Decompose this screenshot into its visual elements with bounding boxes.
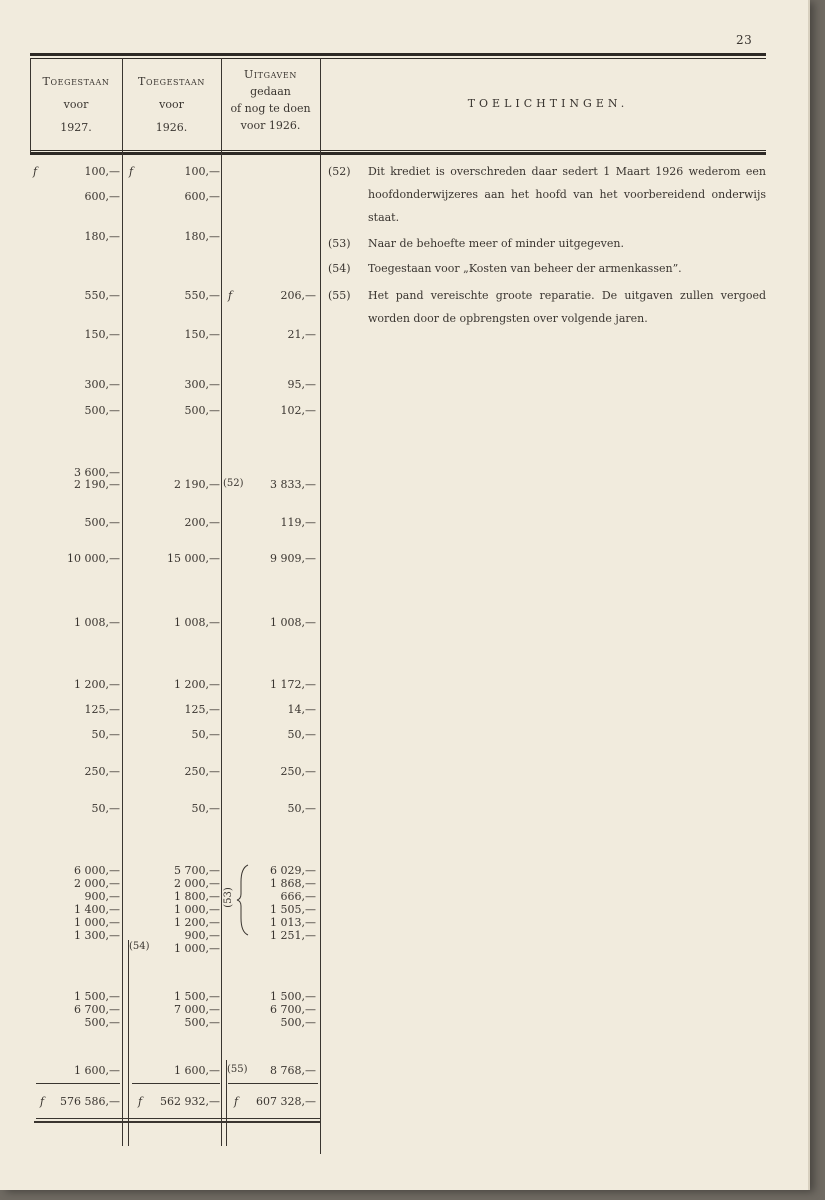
amount-uitgaven-1926: 666,— xyxy=(280,890,316,903)
header-title: Toegestaan xyxy=(42,75,110,88)
amount-toegestaan-1926: 200,— xyxy=(184,516,220,529)
total-toegestaan-1927: 576 586,— xyxy=(60,1095,120,1108)
amount-toegestaan-1927: 3 600,— xyxy=(74,466,120,479)
amount-toegestaan-1927: 125,— xyxy=(84,703,120,716)
amount-uitgaven-1926: 8 768,— xyxy=(270,1064,316,1077)
florin-sign: f xyxy=(40,1095,45,1108)
note-ref: (52) xyxy=(328,165,351,178)
header-line: of nog te doen xyxy=(230,102,311,115)
amount-uitgaven-1926: 21,— xyxy=(287,328,316,341)
amount-uitgaven-1926: 1 251,— xyxy=(270,929,316,942)
amount-toegestaan-1926: 5 700,— xyxy=(174,864,220,877)
header-bottom-rule xyxy=(30,152,766,155)
florin-sign: f xyxy=(234,1095,239,1108)
amount-uitgaven-1926: 14,— xyxy=(287,703,316,716)
note-text xyxy=(368,284,766,330)
amount-toegestaan-1927: 500,— xyxy=(84,404,120,417)
column-divider xyxy=(122,58,123,1146)
amount-toegestaan-1926: 1 000,— xyxy=(174,903,220,916)
amount-uitgaven-1926: 1 505,— xyxy=(270,903,316,916)
amount-toegestaan-1926: 500,— xyxy=(184,1016,220,1029)
column-divider xyxy=(128,940,129,1146)
amount-uitgaven-1926: 119,— xyxy=(280,516,316,529)
amount-toegestaan-1927: 500,— xyxy=(84,516,120,529)
amount-toegestaan-1927: 2 000,— xyxy=(74,877,120,890)
header-col-toegestaan-1927 xyxy=(30,72,122,137)
total-bottom-rule xyxy=(36,1118,320,1119)
amount-toegestaan-1927: 550,— xyxy=(84,289,120,302)
amount-uitgaven-1926: 6 029,— xyxy=(270,864,316,877)
amount-toegestaan-1927: 50,— xyxy=(91,728,120,741)
amount-uitgaven-1926: 6 700,— xyxy=(270,1003,316,1016)
note-text xyxy=(368,160,766,229)
florin-sign: f xyxy=(129,165,134,178)
note-line: staat. xyxy=(368,211,400,224)
amount-toegestaan-1927: 1 600,— xyxy=(74,1064,120,1077)
amount-uitgaven-1926: 500,— xyxy=(280,1016,316,1029)
note-ref: (54) xyxy=(328,262,351,275)
amount-toegestaan-1926: 50,— xyxy=(191,728,220,741)
amount-uitgaven-1926: 250,— xyxy=(280,765,316,778)
header-line: gedaan xyxy=(250,85,291,98)
florin-sign: f xyxy=(228,289,233,302)
total-rule xyxy=(228,1083,318,1084)
amount-toegestaan-1927: 300,— xyxy=(84,378,120,391)
note-ref: (53) xyxy=(328,237,351,250)
amount-toegestaan-1927: 150,— xyxy=(84,328,120,341)
page-number: 23 xyxy=(736,33,753,47)
amount-toegestaan-1926: 1 500,— xyxy=(174,990,220,1003)
amount-toegestaan-1926: 100,— xyxy=(184,165,220,178)
reference-marker: (55) xyxy=(227,1064,248,1075)
amount-uitgaven-1926: 50,— xyxy=(287,728,316,741)
amount-uitgaven-1926: 1 008,— xyxy=(270,616,316,629)
amount-toegestaan-1926: 2 190,— xyxy=(174,478,220,491)
header-title: Toegestaan xyxy=(138,75,205,88)
florin-sign: f xyxy=(138,1095,143,1108)
amount-uitgaven-1926: 1 172,— xyxy=(270,678,316,691)
amount-uitgaven-1926: 1 868,— xyxy=(270,877,316,890)
header-line: voor xyxy=(63,98,89,111)
note-line: hoofdonderwijzeres aan het hoofd van het voorbereidend onderwijs xyxy=(368,188,766,201)
amount-uitgaven-1926: 9 909,— xyxy=(270,552,316,565)
amount-toegestaan-1927: 180,— xyxy=(84,230,120,243)
total-uitgaven-1926: 607 328,— xyxy=(256,1095,316,1108)
amount-toegestaan-1927: 1 300,— xyxy=(74,929,120,942)
amount-toegestaan-1927: 250,— xyxy=(84,765,120,778)
header-top-rule-thin xyxy=(30,58,766,59)
amount-uitgaven-1926: 1 013,— xyxy=(270,916,316,929)
total-toegestaan-1926: 562 932,— xyxy=(160,1095,220,1108)
header-line: voor xyxy=(159,98,184,111)
amount-toegestaan-1927: 1 000,— xyxy=(74,916,120,929)
amount-toegestaan-1926: 600,— xyxy=(184,190,220,203)
amount-toegestaan-1927: 100,— xyxy=(84,165,120,178)
column-divider xyxy=(320,58,321,1154)
amount-toegestaan-1926: 125,— xyxy=(184,703,220,716)
amount-toegestaan-1926: 500,— xyxy=(184,404,220,417)
amount-toegestaan-1926: 1 000,— xyxy=(174,942,220,955)
amount-toegestaan-1926: 1 200,— xyxy=(174,916,220,929)
amount-toegestaan-1927: 6 700,— xyxy=(74,1003,120,1016)
amount-toegestaan-1926: 7 000,— xyxy=(174,1003,220,1016)
amount-uitgaven-1926: 206,— xyxy=(280,289,316,302)
header-line: 1926. xyxy=(155,121,188,134)
amount-toegestaan-1926: 900,— xyxy=(184,929,220,942)
total-rule xyxy=(36,1083,120,1084)
column-divider xyxy=(221,58,222,1146)
amount-toegestaan-1926: 1 600,— xyxy=(174,1064,220,1077)
total-rule xyxy=(132,1083,220,1084)
amount-uitgaven-1926: 50,— xyxy=(287,802,316,815)
amount-uitgaven-1926: 3 833,— xyxy=(270,478,316,491)
header-title: Uitgaven xyxy=(244,68,297,81)
header-toelichtingen: TOELICHTINGEN. xyxy=(467,97,629,110)
amount-toegestaan-1926: 2 000,— xyxy=(174,877,220,890)
note-ref: (55) xyxy=(328,289,351,302)
header-line: voor 1926. xyxy=(240,119,301,132)
reference-marker: (53) xyxy=(222,887,234,908)
amount-toegestaan-1927: 1 500,— xyxy=(74,990,120,1003)
note-text xyxy=(368,232,766,255)
amount-toegestaan-1927: 1 008,— xyxy=(74,616,120,629)
amount-toegestaan-1926: 1 200,— xyxy=(174,678,220,691)
note-line: Het pand vereischte groote reparatie. De uitgaven zullen vergoed xyxy=(368,289,766,302)
note-line: Dit krediet is overschreden daar sedert 1 Maart 1926 wederom een xyxy=(368,165,766,178)
amount-toegestaan-1927: 900,— xyxy=(84,890,120,903)
note-line: Toegestaan voor „Kosten van beheer der armenkassen”. xyxy=(368,262,682,275)
note-line: Naar de behoefte meer of minder uitgegeven. xyxy=(368,237,624,250)
amount-toegestaan-1926: 1 008,— xyxy=(174,616,220,629)
total-bottom-rule xyxy=(34,1121,320,1123)
note-text xyxy=(368,257,766,280)
amount-toegestaan-1927: 1 200,— xyxy=(74,678,120,691)
amount-toegestaan-1927: 500,— xyxy=(84,1016,120,1029)
amount-toegestaan-1926: 15 000,— xyxy=(167,552,220,565)
amount-toegestaan-1926: 550,— xyxy=(184,289,220,302)
header-top-rule xyxy=(30,53,766,56)
amount-toegestaan-1927: 600,— xyxy=(84,190,120,203)
amount-uitgaven-1926: 95,— xyxy=(287,378,316,391)
amount-toegestaan-1926: 180,— xyxy=(184,230,220,243)
amount-toegestaan-1927: 50,— xyxy=(91,802,120,815)
florin-sign: f xyxy=(33,165,38,178)
amount-toegestaan-1927: 1 400,— xyxy=(74,903,120,916)
amount-uitgaven-1926: 1 500,— xyxy=(270,990,316,1003)
amount-toegestaan-1926: 250,— xyxy=(184,765,220,778)
amount-toegestaan-1926: 150,— xyxy=(184,328,220,341)
header-bottom-rule-thin xyxy=(30,150,766,151)
header-col-toegestaan-1926 xyxy=(122,72,221,137)
note-line: worden door de opbrengsten over volgende jaren. xyxy=(368,312,648,325)
header-col-uitgaven xyxy=(221,66,320,134)
amount-toegestaan-1927: 10 000,— xyxy=(67,552,120,565)
amount-toegestaan-1926: 1 800,— xyxy=(174,890,220,903)
amount-toegestaan-1926: 300,— xyxy=(184,378,220,391)
header-line: 1927. xyxy=(60,121,92,134)
amount-toegestaan-1927: 2 190,— xyxy=(74,478,120,491)
amount-toegestaan-1926: 50,— xyxy=(191,802,220,815)
amount-uitgaven-1926: 102,— xyxy=(280,404,316,417)
reference-marker: (54) xyxy=(129,941,150,952)
amount-toegestaan-1927: 6 000,— xyxy=(74,864,120,877)
reference-marker: (52) xyxy=(223,478,244,489)
